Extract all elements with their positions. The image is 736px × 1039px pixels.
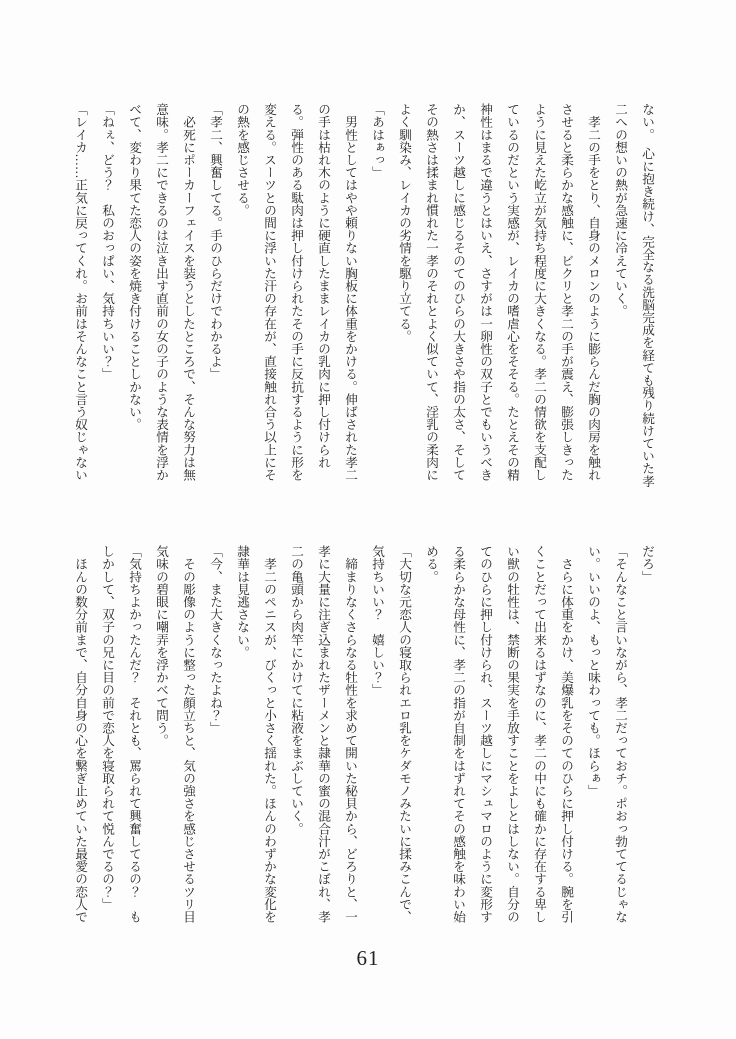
text-column: 二への想いの熱が急速に冷えていく。 xyxy=(613,103,627,318)
text-column: さらに体重をかけ、美爆乳をそのてのひらに押し付ける。腕を引 xyxy=(559,545,573,923)
text-column: 締まりなくさらなる牡性を求めて開いた秘貝から、どろりと、一 xyxy=(343,545,357,923)
text-column: める。 xyxy=(424,545,438,583)
text-column: 「気持ちよかったんだ？ それとも、罵られて興奮してるの？ も xyxy=(127,545,141,923)
text-column: 隷華は見逃さない。 xyxy=(235,545,249,659)
text-column: 気持ちいい？ 嬉しい？」 xyxy=(370,545,384,697)
text-column: 「今、また大きくなったよね？」 xyxy=(208,545,222,734)
text-column: てのひらに押し付けられ、スーツ越しにマシュマロのように変形す xyxy=(478,545,492,923)
text-column: べて、変わり果てた恋人の姿を焼き付けることしかない。 xyxy=(127,103,141,431)
text-column: 二の亀頭から肉竿にかけてに粘液をまぶしていく。 xyxy=(289,545,303,835)
text-column: しかして、双子の兄に目の前で恋人を寝取られて悦んでるの？」 xyxy=(100,545,114,911)
text-column: くことだって出来るはずなのに、孝二の中にも確かに存在する卑し xyxy=(532,545,546,923)
text-column: か、スーツ越しに感じるそのてのひらの大きさや指の太さ、そして xyxy=(451,103,465,481)
text-column: 神性はまるで違うとはいえ、さすがは一卵性の双子とでもいうべき xyxy=(478,103,492,481)
text-column: 「大切な元恋人の寝取られエロ乳をケダモノみたいに揉みこんで、 xyxy=(397,545,411,923)
text-column: 「あはぁっ」 xyxy=(370,103,384,179)
text-column: ない。 心に抱き続け、完全なる洗脳完成を経ても残り続けていた孝 xyxy=(640,103,654,488)
text-column: い。いいのよ、もっと味わっても。ほらぁ」 xyxy=(586,545,600,797)
text-column: よく馴染み、レイカの劣情を駆り立てる。 xyxy=(397,103,411,343)
text-column: 孝二の手をとり、自身のメロンのように膨らんだ胸の肉房を触れ xyxy=(586,103,600,481)
text-column: 「孝二、興奮してる。手のひらだけでわかるよ」 xyxy=(208,103,222,381)
text-column: の手は枯れ木のように硬直したままレイカの乳肉に押し付けられ xyxy=(316,103,330,469)
text-column: その彫像のように整った顔立ちと、気の強さを感じさせるツリ目 xyxy=(181,545,195,923)
top-text-block xyxy=(66,103,660,488)
text-column: る。弾性のある駄肉は押し付けられたその手に反抗するように形を xyxy=(289,103,303,481)
text-column: る柔らかな母性に、孝二の指が自制をはずれてその感触を味わい始 xyxy=(451,545,465,923)
text-column: だろ」 xyxy=(640,545,654,583)
text-column: 孝に大量に注ぎ込まれたザーメンと隷華の蜜の混合汁がこぼれ、孝 xyxy=(316,545,330,923)
text-column: ように見えた屹立が気持ち程度に大きくなる。孝二の情欲を支配し xyxy=(532,103,546,481)
text-column: 必死にポーカーフェイスを装うとしたところで、そんな努力は無 xyxy=(181,103,195,481)
bottom-text-block xyxy=(66,545,660,927)
text-column: ているのだという実感が、レイカの嗜虐心をそそる。たとえその精 xyxy=(505,103,519,481)
text-column: その熱さは揉まれ慣れた一孝のそれとよく似ていて、淫乳の柔肉に xyxy=(424,103,438,481)
text-column: い獣の牡性は、禁断の果実を手放すことをよしとはしない。自分の xyxy=(505,545,519,923)
text-column: 「そんなこと言いながら、孝二だっておチ。ポおっ勃ててるじゃな xyxy=(613,545,627,923)
page-number: 61 xyxy=(356,946,380,970)
text-column: 意味。孝二にできるのは泣き出す直前の女の子のような表情を浮か xyxy=(154,103,168,481)
text-column: 「ねぇ、どう？ 私のおっぱい、気持ちいい？」 xyxy=(100,103,114,381)
text-column: 男性としてはやや頼りない胸板に体重をかける。伸ばされた孝二 xyxy=(343,103,357,481)
text-column: 気味の碧眼に嘲弄を浮かべて問う。 xyxy=(154,545,168,747)
text-column: 「レイカ……正気に戻ってくれ。お前はそんなこと言う奴じゃない xyxy=(73,103,87,481)
text-column: 変える。スーツとの間に浮いた汗の存在が、直接触れ合う以上にそ xyxy=(262,103,276,481)
text-column: 孝二のペニスが、びくっと小さく揺れた。ほんのわずかな変化を xyxy=(262,545,276,923)
text-column: ほんの数分前まで、自分自身の心を繋ぎ止めていた最愛の恋人で xyxy=(73,545,87,923)
text-column: の熱を感じさせる。 xyxy=(235,103,249,217)
text-column: させると柔らかな感触に、ビクリと孝二の手が震え、膨張しきった xyxy=(559,103,573,481)
